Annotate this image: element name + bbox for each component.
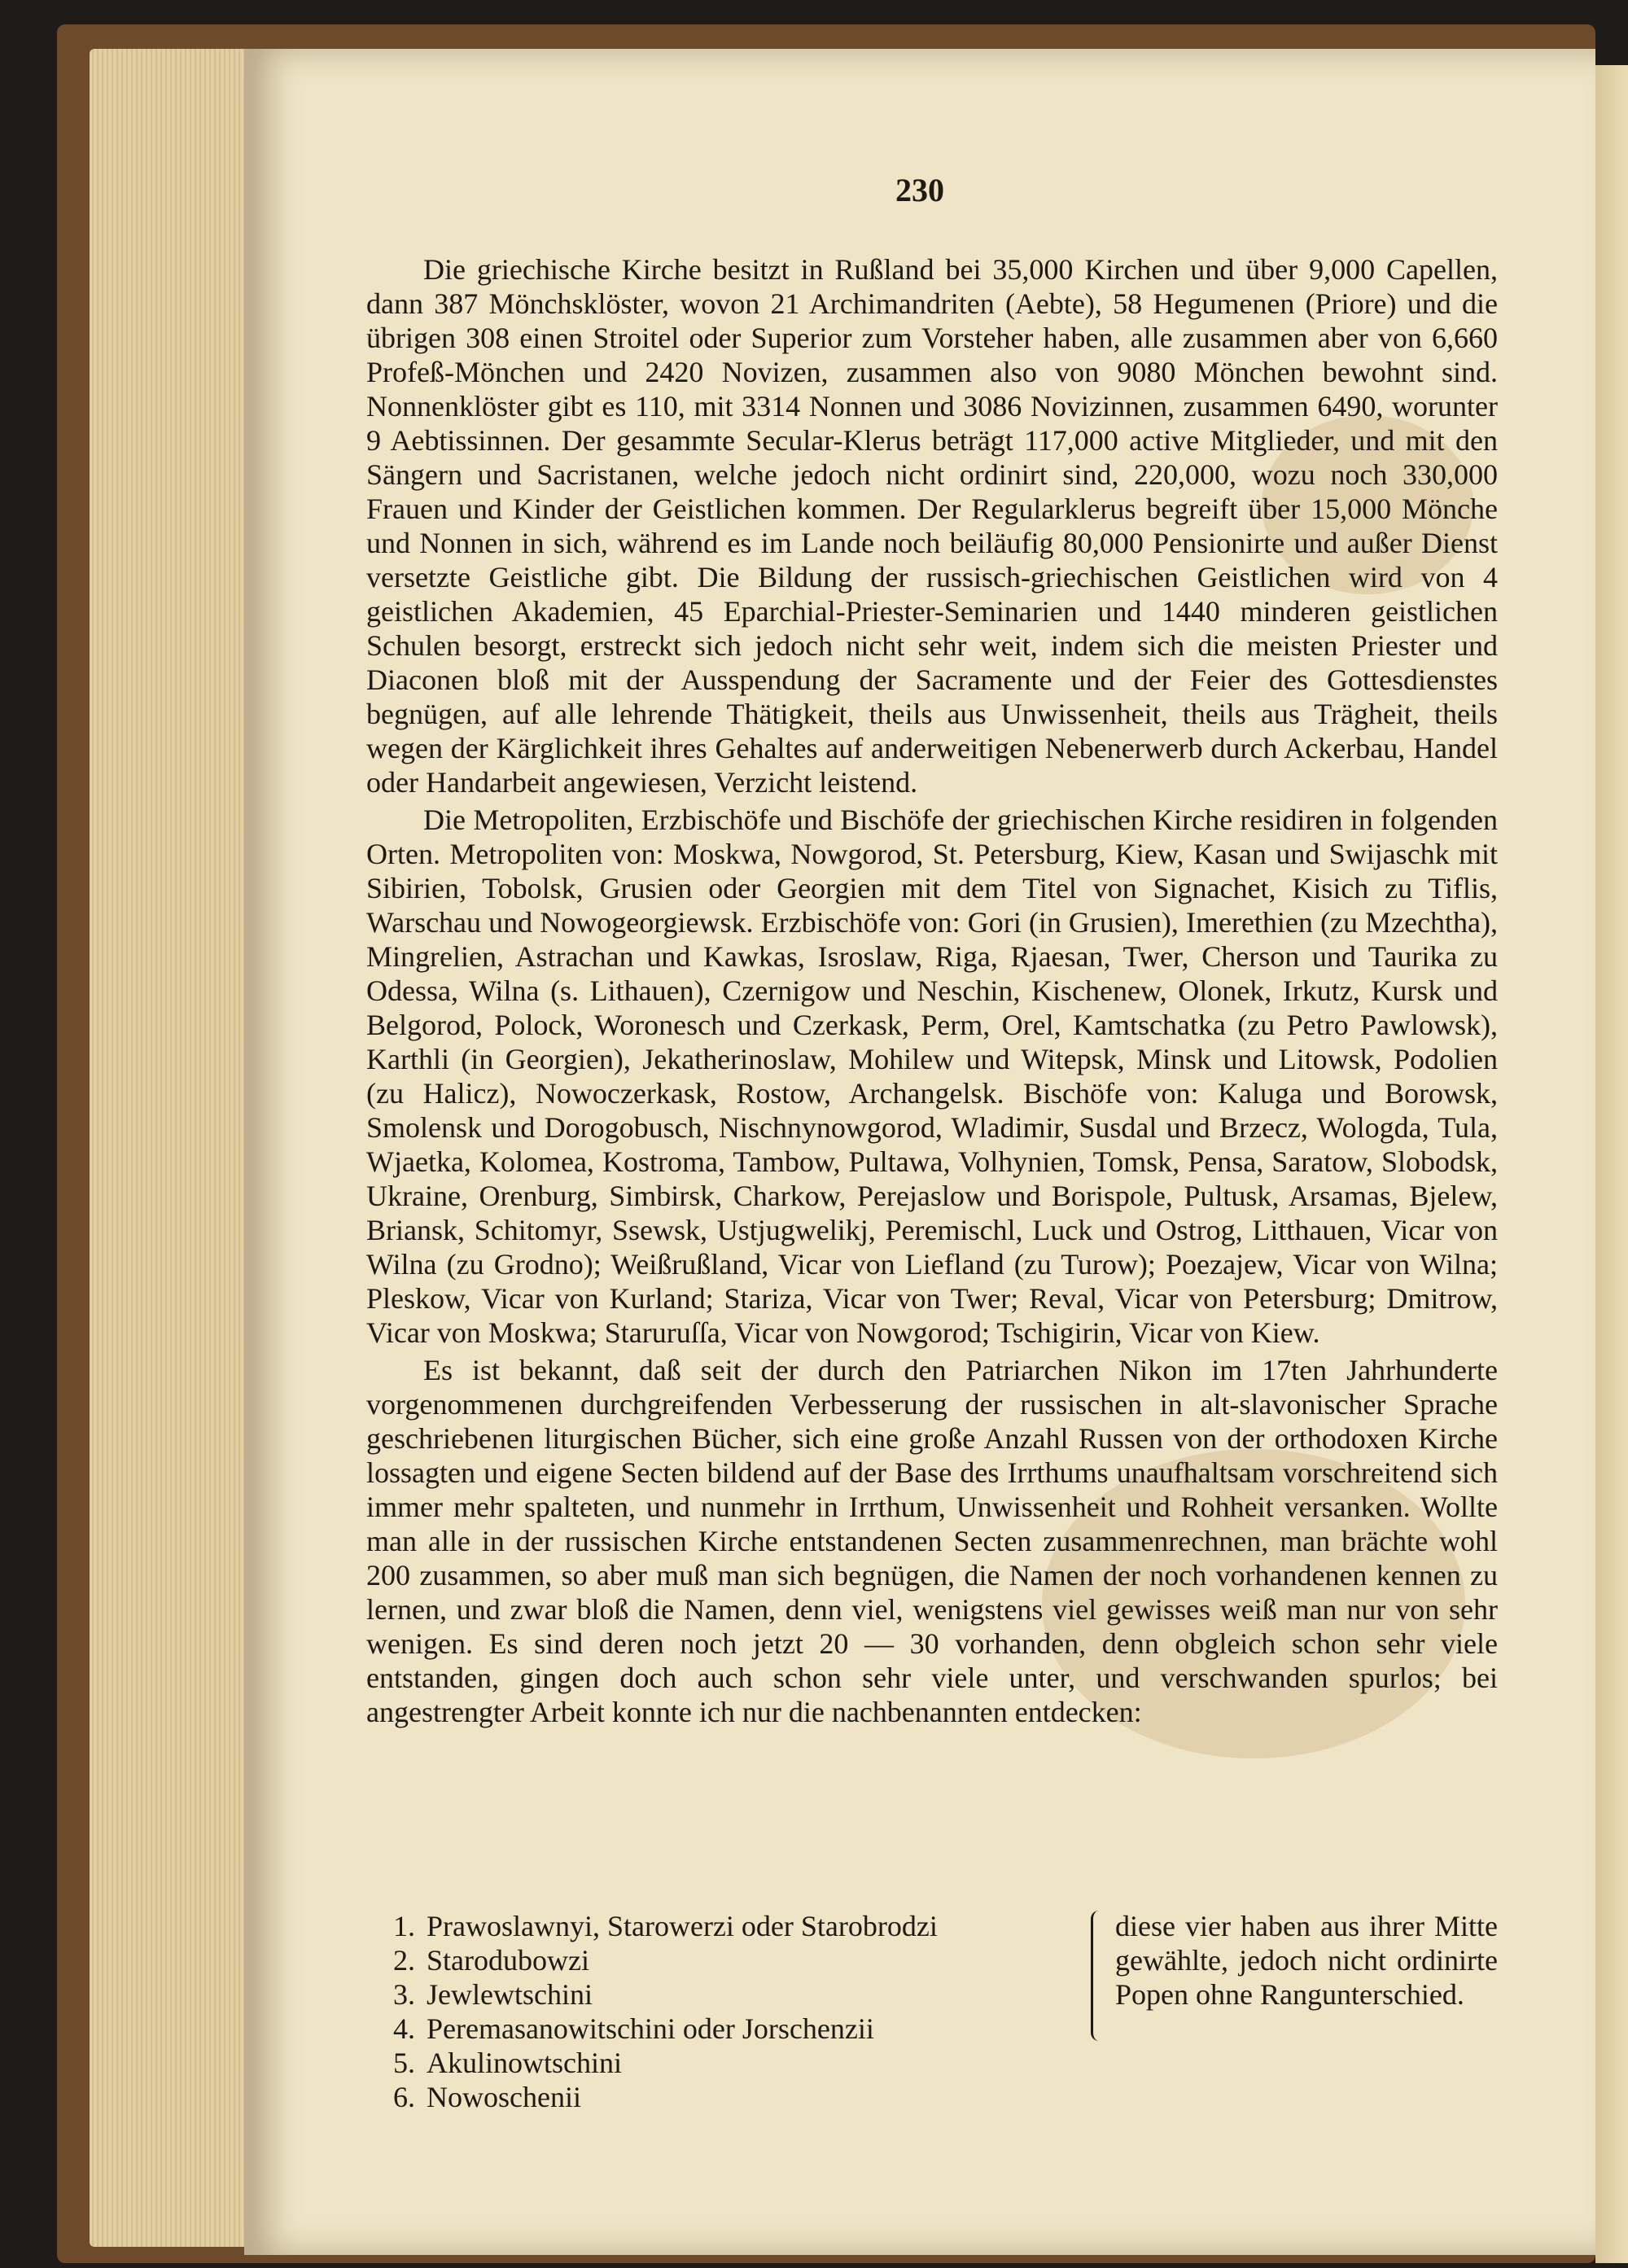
list-item: 3. Jewlewtschini (393, 1978, 593, 2011)
page-stack-edge (90, 49, 269, 2247)
sect-note: diese vier haben aus ihrer Mitte gewählte, jedoch nicht ordinirte Popen ohne Rangunterschied. (1115, 1910, 1498, 2011)
facing-page-edge (1595, 65, 1628, 2263)
book-page (244, 49, 1595, 2255)
list-item: 1. Prawoslawnyi, Starowerzi oder Starobrodzi (393, 1910, 938, 1942)
paragraph-sects-intro: Es ist bekannt, daß seit der durch den Patriarchen Nikon im 17ten Jahrhunderte vorgenommenen durchgreifenden Verbesserung der russischen in alt-slavonischer Sprache geschriebenen liturgischen Bücher, sich eine große Anzahl Russen von der orthodoxen Kirche lossagten und eigene Secten bildend auf der Base des Irrthums unaufhaltsam vorschreitend sich immer mehr spalteten, und nunmehr in Irrthum, Unwissenheit und Rohheit versanken. Wollte man alle in der russischen Kirche entstandenen Secten zusammenrechnen, man brächte wohl 200 zusammen, so aber muß man sich begnügen, die Namen der noch vorhandenen kennen zu lernen, und zwar bloß die Namen, denn viel, wenigstens viel gewisses weiß man nur von sehr wenigen. Es sind deren noch jetzt 20 — 30 vorhanden, denn obgleich schon sehr viele entstanden, gingen doch auch schon sehr viele unter, und verschwanden spurlos; bei angestrengter Arbeit konnte ich nur die nachbenannten entdecken: (366, 1354, 1498, 1728)
paragraph-episcopal-sees: Die Metropoliten, Erzbischöfe und Bischöfe der griechischen Kirche residiren in folgenden Orten. Metropoliten von: Moskwa, Nowgorod, St. Petersburg, Kiew, Kasan und Swijaschk mit Sibirien, Tobolsk, Grusien oder Georgien mit dem Titel von Signachet, Kisich zu Tiflis, Warschau und Nowogeorgiewsk. Erzbischöfe von: Gori (in Grusien), Imerethien (zu Mzechtha), Mingrelien, Astrachan und Kawkas, Isroslaw, Riga, Rjaesan, Twer, Cherson und Taurika zu Odessa, Wilna (s. Lithauen), Czernigow und Neschin, Kischenew, Olonek, Irkutz, Kursk und Belgorod, Polock, Woronesch und Czerkask, Perm, Orel, Kamtschatka (zu Petro Pawlowsk), Karthli (in Georgien), Jekatherinoslaw, Mohilew und Witepsk, Minsk und Litowsk, Podolien (zu Halicz), Nowoczerkask, Rostow, Archangelsk. Bischöfe von: Kaluga und Borowsk, Smolensk und Dorogobusch, Nischnynowgorod, Wladimir, Susdal und Brzecz, Wologda, Tula, Wjaetka, Kolomea, Kostroma, Tambow, Pultawa, Volhynien, Tomsk, Pensa, Saratow, Slobodsk, Ukraine, Orenburg, Simbirsk, Charkow, Perejaslow und Borispole, Pultusk, Arsamas, Bjelew, Briansk, Schitomyr, Ssewsk, Ustjugwelikj, Peremischl, Luck und Ostrog, Litthauen, Vicar von Wilna (zu Grodno); Weißrußland, Vicar von Liefland (zu Turow); Poezajew, Vicar von Wilna; Pleskow, Vicar von Kurland; Stariza, Vicar von Twer; Reval, Vicar von Petersburg; Dmitrow, Vicar von Moskwa; Staruruſſa, Vicar von Nowgorod; Tschigirin, Vicar von Kiew. (366, 803, 1498, 1349)
sect-list (366, 1909, 1498, 2114)
grouping-brace (1091, 1911, 1108, 2041)
page-number: 230 (895, 172, 944, 208)
body-text (366, 252, 1498, 1732)
list-item: 4. Peremasanowitschini oder Jorschenzii (393, 2012, 874, 2045)
paragraph-clergy-statistics: Die griechische Kirche besitzt in Rußland bei 35,000 Kirchen und über 9,000 Capellen, dann 387 Mönchsklöster, wovon 21 Archimandriten (Aebte), 58 Hegumenen (Priore) und die übrigen 308 einen Stroitel oder Superior zum Vorsteher haben, alle zusammen aber von 6,660 Profeß-Mönchen und 2420 Novizen, zusammen also von 9080 Mönchen bewohnt sind. Nonnenklöster gibt es 110, mit 3314 Nonnen und 3086 Novizinnen, zusammen 6490, worunter 9 Aebtissinnen. Der gesammte Secular-Klerus beträgt 117,000 active Mitglieder, und mit den Sängern und Sacristanen, welche jedoch nicht ordinirt sind, 220,000, wozu noch 330,000 Frauen und Kinder der Geistlichen kommen. Der Regularklerus begreift über 15,000 Mönche und Nonnen in sich, während es im Lande noch beiläufig 80,000 Pensionirte und außer Dienst versetzte Geistliche gibt. Die Bildung der russisch-griechischen Geistlichen wird von 4 geistlichen Akademien, 45 Eparchial-Priester-Seminarien und 1440 minderen geistlichen Schulen besorgt, erstreckt sich jedoch nicht sehr weit, indem sich die meisten Priester und Diaconen bloß mit der Ausspendung der Sacramente und der Feier des Gottesdienstes begnügen, auf alle lehrende Thätigkeit, theils aus Unwissenheit, theils aus Trägheit, theils wegen der Kärglichkeit ihres Gehaltes auf anderweitigen Nebenerwerb durch Ackerbau, Handel oder Handarbeit angewiesen, Verzicht leistend. (366, 253, 1498, 799)
list-item: 2. Starodubowzi (393, 1944, 589, 1977)
list-item: 6. Nowoschenii (393, 2081, 581, 2113)
list-item: 5. Akulinowtschini (393, 2047, 622, 2079)
